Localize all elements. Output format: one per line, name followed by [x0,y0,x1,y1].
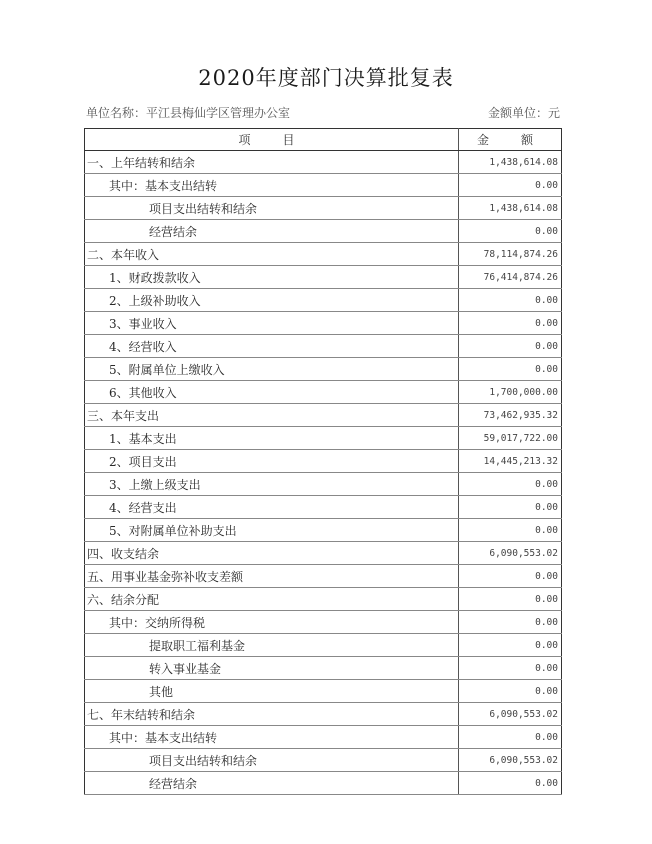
row-amount: 0.00 [459,657,562,680]
row-label: 六、结余分配 [85,588,459,611]
row-amount: 0.00 [459,174,562,197]
table-header-row [85,129,562,151]
table-row [85,450,562,473]
row-amount: 0.00 [459,565,562,588]
row-amount: 1,438,614.08 [459,197,562,220]
row-label: 5、附属单位上缴收入 [85,358,459,381]
row-label: 提取职工福利基金 [85,634,459,657]
row-amount: 1,700,000.00 [459,381,562,404]
table-row [85,519,562,542]
row-label: 5、对附属单位补助支出 [85,519,459,542]
row-amount: 0.00 [459,496,562,519]
row-label: 转入事业基金 [85,657,459,680]
row-amount: 59,017,722.00 [459,427,562,450]
row-amount: 78,114,874.26 [459,243,562,266]
header-amount: 金 额 [459,129,562,151]
row-label: 项目支出结转和结余 [85,197,459,220]
table-row [85,657,562,680]
table-row [85,381,562,404]
table-row [85,312,562,335]
row-label: 6、其他收入 [85,381,459,404]
row-amount: 0.00 [459,588,562,611]
row-label: 三、本年支出 [85,404,459,427]
table-row [85,358,562,381]
row-label: 4、经营支出 [85,496,459,519]
table-row [85,266,562,289]
table-row [85,404,562,427]
row-amount: 0.00 [459,220,562,243]
row-label: 其中：基本支出结转 [85,726,459,749]
row-amount: 0.00 [459,519,562,542]
row-label: 一、上年结转和结余 [85,151,459,174]
row-amount: 6,090,553.02 [459,703,562,726]
row-label: 2、上级补助收入 [85,289,459,312]
row-amount: 0.00 [459,473,562,496]
table-row [85,335,562,358]
table-row [85,726,562,749]
row-label: 经营结余 [85,220,459,243]
table-row [85,197,562,220]
row-label: 4、经营收入 [85,335,459,358]
table-row [85,772,562,795]
row-amount: 0.00 [459,335,562,358]
row-amount: 14,445,213.32 [459,450,562,473]
table-row [85,473,562,496]
table-row [85,542,562,565]
currency-unit-label: 金额单位：元 [487,106,560,120]
table-row [85,749,562,772]
row-label: 经营结余 [85,772,459,795]
table-row [85,174,562,197]
final-accounts-table [84,128,562,795]
row-amount: 0.00 [459,289,562,312]
table-row [85,220,562,243]
row-amount: 0.00 [459,634,562,657]
row-label: 其他 [85,680,459,703]
row-amount: 0.00 [459,680,562,703]
row-label: 1、财政拨款收入 [85,266,459,289]
table-row [85,151,562,174]
row-label: 七、年末结转和结余 [85,703,459,726]
row-amount: 6,090,553.02 [459,749,562,772]
row-label: 1、基本支出 [85,427,459,450]
row-label: 四、收支结余 [85,542,459,565]
row-amount: 0.00 [459,312,562,335]
row-label: 其中：交纳所得税 [85,611,459,634]
row-amount: 73,462,935.32 [459,404,562,427]
table-row [85,634,562,657]
table-row [85,496,562,519]
table-row [85,680,562,703]
table-row [85,565,562,588]
table-row [85,427,562,450]
row-label: 3、事业收入 [85,312,459,335]
table-row [85,289,562,312]
table-row [85,703,562,726]
row-amount: 0.00 [459,611,562,634]
row-amount: 76,414,874.26 [459,266,562,289]
row-label: 二、本年收入 [85,243,459,266]
table-row [85,611,562,634]
row-amount: 0.00 [459,772,562,795]
row-label: 其中：基本支出结转 [85,174,459,197]
row-amount: 6,090,553.02 [459,542,562,565]
row-label: 3、上缴上级支出 [85,473,459,496]
header-item: 项 目 [85,129,459,151]
page-title: 2020年度部门决算批复表 [198,66,454,90]
row-label: 五、用事业基金弥补收支差额 [85,565,459,588]
table-row [85,588,562,611]
row-label: 2、项目支出 [85,450,459,473]
row-amount: 0.00 [459,358,562,381]
row-amount: 0.00 [459,726,562,749]
unit-name-label: 单位名称：平江县梅仙学区管理办公室 [86,106,291,120]
row-amount: 1,438,614.08 [459,151,562,174]
table-row [85,243,562,266]
row-label: 项目支出结转和结余 [85,749,459,772]
